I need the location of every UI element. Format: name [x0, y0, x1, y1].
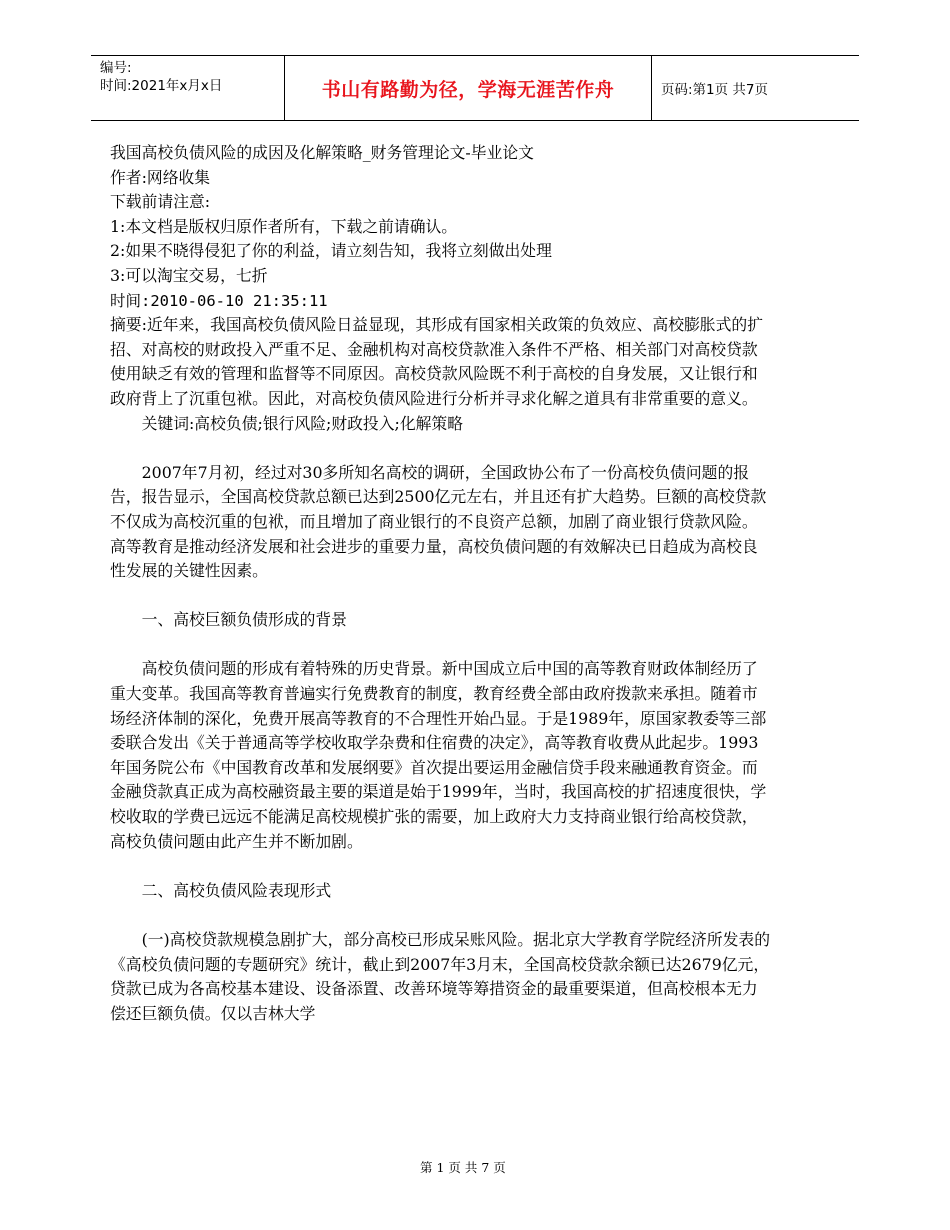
doc-time: 时间:2010-06-10 21:35:11	[110, 291, 328, 310]
paragraph-2: 高校负债问题的形成有着特殊的历史背景。新中国成立后中国的高等教育财政体制经历了重大变革。我国高等教育普遍实行免费教育的制度，教育经费全部由政府拨款来承担。随着市场经济体制的深化，免费开展高等教育的不合理性开始凸显。于是1989年，原国家教委等三部委联合发出《关于普通高等学校收取学杂费和住宿费的决定》，高等教育收费从此起步。1993年国务院公布《中国教育改革和发展纲要》首次提出要运用金融信贷手段来融通教育资金。而金融贷款真正成为高校融资最主要的渠道是始于1999年，当时，我国高校的扩招速度很快，学校收取的学费已远远不能满足高校规模扩张的需要，加上政府大力支持商业银行给高校贷款，高校负债问题由此产生并不断加剧。	[110, 659, 767, 851]
section-heading-1: 一、高校巨额负债形成的背景	[141, 610, 347, 630]
doc-abstract: 摘要:近年来，我国高校负债风险日益显现，其形成有国家相关政策的负效应、高校膨胀式的扩招、对高校的财政投入严重不足、金融机构对高校贷款准入条件不严格、相关部门对高校贷款使用缺乏有效的管理和监督等不同原因。高校贷款风险既不利于高校的自身发展，又让银行和政府背上了沉重包袱。因此，对高校负债风险进行分析并寻求化解之道具有非常重要的意义。	[110, 315, 763, 408]
document-header	[91, 55, 859, 121]
paragraph-1: 2007年7月初，经过对30多所知名高校的调研，全国政协公布了一份高校负债问题的报告，报告显示，全国高校贷款总额已达到2500亿元左右，并且还有扩大趋势。巨额的高校贷款不仅成为高校沉重的包袱，而且增加了商业银行的不良资产总额，加剧了商业银行贷款风险。高等教育是推动经济发展和社会进步的重要力量，高校负债问题的有效解决已日趋成为高校良性发展的关键性因素。	[110, 462, 767, 581]
header-time-label: 时间:2021年x月x日	[100, 78, 223, 94]
section-heading-2: 二、高校负债风险表现形式	[141, 880, 332, 900]
header-number-label: 编号:	[100, 60, 132, 76]
paragraph-3: (一)高校贷款规模急剧扩大，部分高校已形成呆账风险。据北京大学教育学院经济所发表的《高校负债问题的专题研究》统计，截止到2007年3月末，全国高校贷款余额已达2679亿元，贷款已成为各高校基本建设、设备添置、改善环境等筹措资金的最重要渠道，但高校根本无力偿还巨额负债。仅以吉林大学	[110, 930, 770, 1023]
doc-author: 作者:网络收集	[110, 167, 211, 187]
spacer	[110, 584, 770, 609]
notice-item-2: 2:如果不晓得侵犯了你的利益，请立刻告知，我将立刻做出处理	[110, 241, 552, 261]
notice-item-3: 3:可以淘宝交易，七折	[110, 265, 268, 285]
notice-item-1: 1:本文档是版权归原作者所有，下载之前请确认。	[110, 216, 458, 236]
header-motto: 书山有路勤为径，学海无涯苦作舟	[285, 56, 652, 120]
document-body	[110, 141, 770, 1026]
spacer	[110, 903, 770, 928]
spacer	[110, 854, 770, 879]
header-page-info: 页码:第1页 共7页	[661, 82, 769, 98]
header-meta-cell	[91, 56, 285, 120]
doc-keywords: 关键词:高校负债;银行风险;财政投入;化解策略	[141, 413, 464, 433]
spacer	[110, 436, 770, 461]
page-footer: 第 1 页 共 7 页	[420, 1160, 506, 1175]
notice-heading: 下载前请注意:	[110, 192, 211, 212]
spacer	[110, 633, 770, 658]
doc-title: 我国高校负债风险的成因及化解策略_财务管理论文-毕业论文	[110, 143, 534, 162]
